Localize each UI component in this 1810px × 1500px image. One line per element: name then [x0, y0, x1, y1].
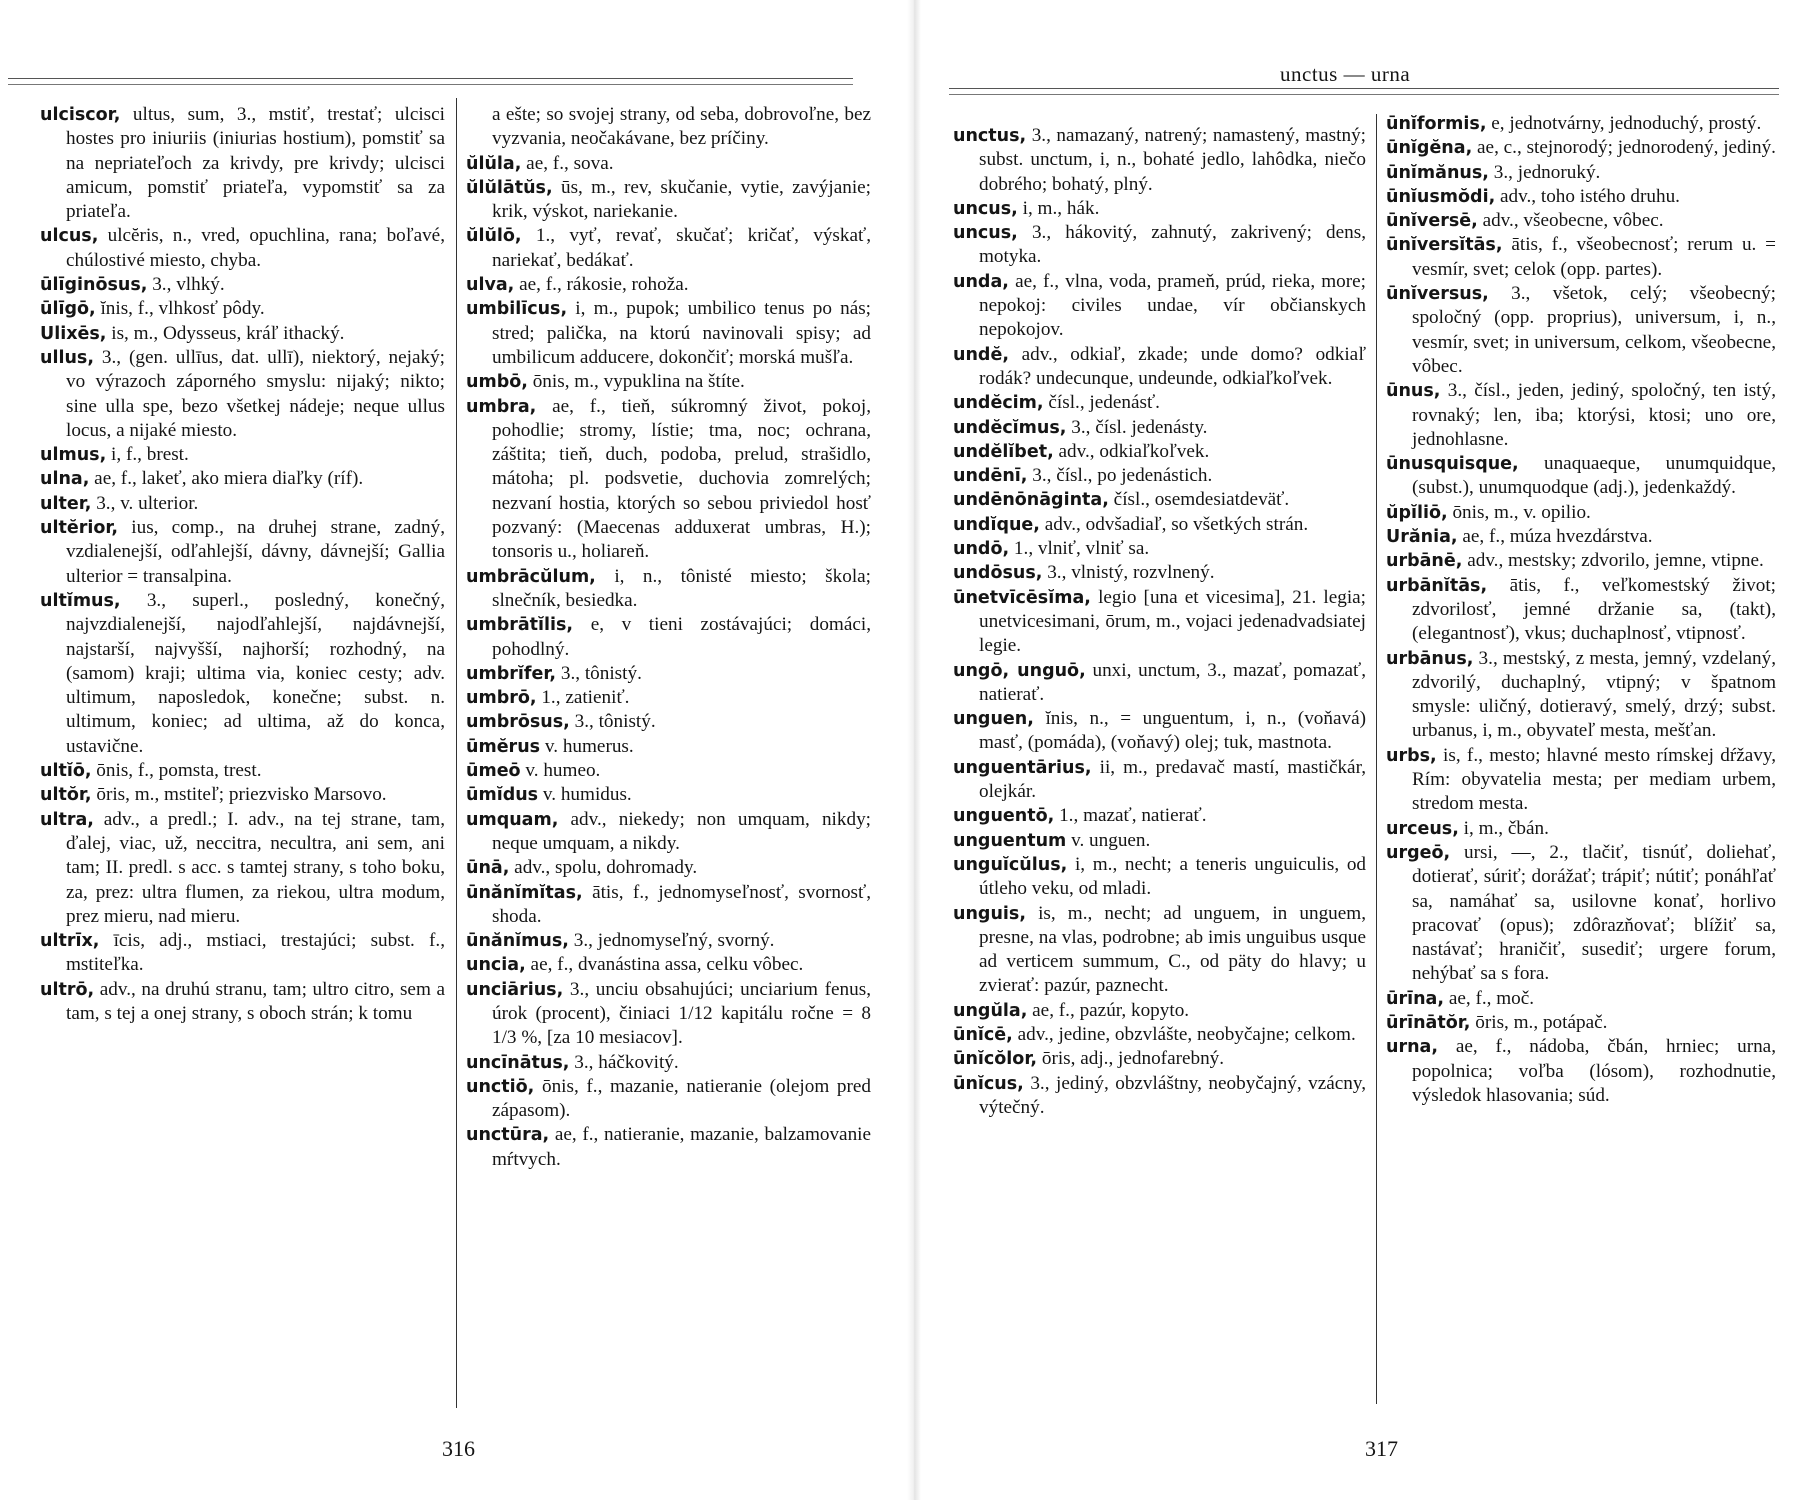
entry-definition: v. humeo. [525, 760, 601, 782]
dictionary-entry [1386, 1011, 1776, 1035]
entry-headword: ūmĭdus [466, 785, 539, 806]
dictionary-entry [1386, 549, 1776, 573]
entry-definition: ae, f., nádoba, čbán, hrniec; urna, popolnica; voľba (lósom), rozhodnutie, výsledok hlasovania; súd. [1412, 1036, 1776, 1106]
entry-definition: 3., všetok, celý; všeobecný; spoločný (opp. proprius), universum, i, n., vesmír, svet; in universum, celkom, všeobecne, vôbec. [1412, 283, 1777, 377]
entry-headword: undĕcim, [953, 393, 1044, 414]
entry-headword: ultrō, [40, 979, 95, 1000]
entry-headword: ullus, [40, 347, 94, 368]
entry-definition: e, v tieni zostávajúci; domáci, pohodlný. [492, 614, 872, 660]
dictionary-entry [1386, 647, 1776, 744]
entry-headword: ūnus, [1386, 381, 1441, 402]
entry-headword: umbilīcus, [466, 299, 568, 320]
entry-definition: 3., tônistý. [560, 662, 642, 684]
entry-definition: īcis, adj., mstiaci, trestajúci; subst. f., mstiteľka. [66, 930, 445, 976]
dictionary-entry [1386, 112, 1776, 136]
entry-headword: undēnī, [953, 466, 1028, 487]
dictionary-entry [40, 322, 445, 346]
entry-headword: ulva, [466, 275, 515, 296]
entry-headword: ūlīgō, [40, 299, 96, 320]
dictionary-entry [1386, 987, 1776, 1011]
dictionary-entry [40, 516, 445, 589]
header-rule-secondary [949, 94, 1779, 95]
dictionary-entry [466, 152, 871, 176]
entry-headword: ūnetvīcēsĭma, [953, 587, 1091, 608]
entry-definition: adv., niekedy; non umquam, nikdy; neque umquam, a nikdy. [492, 808, 872, 854]
entry-definition: e, jednotvárny, jednoduchý, prostý. [1491, 113, 1762, 134]
entry-headword: urna, [1386, 1037, 1439, 1058]
entry-headword: urbānē, [1386, 551, 1463, 572]
entry-definition: ōris, adj., jednofarebný. [1041, 1048, 1225, 1070]
page-number: 316 [442, 1436, 475, 1461]
entry-definition: ultus, sum, 3., mstiť, trestať; ulcisci hostes pro iniuriis (iniurias hostium), pomstiť sa na nepriateľoch za krivdy, pre krivdy; ulcisci amicum, pomstiť priateľa, vypomstiť sa za priateľa. [66, 104, 445, 223]
header-rule-secondary [8, 84, 853, 85]
entry-headword: ungō, unguō, [953, 660, 1086, 681]
entry-headword: urceus, [1386, 818, 1459, 839]
entry-headword: unctus, [953, 126, 1027, 146]
entry-headword: uncīnātus, [466, 1052, 570, 1073]
entry-headword: undĭque, [953, 514, 1040, 535]
entry-headword: unguĭcŭlus, [953, 854, 1068, 875]
entry-definition: 3., vlnistý, rozvlnený. [1047, 562, 1215, 584]
entry-headword: ūnĭversĭtās, [1386, 235, 1503, 256]
dictionary-entry [953, 464, 1366, 488]
header-rule [949, 88, 1779, 89]
entry-headword: ulmus, [40, 445, 107, 466]
entry-headword: ungŭla, [953, 1000, 1028, 1021]
entry-headword: ūnĭversē, [1386, 211, 1478, 232]
dictionary-entry [953, 829, 1366, 853]
entry-definition: adv., jedine, obzvlášte, neobyčajne; celkom. [1017, 1023, 1356, 1045]
entry-headword: ūmĕrus [466, 736, 541, 757]
entry-definition: adv., toho istého druhu. [1500, 185, 1680, 207]
entry-definition: 3., jediný, obzvláštny, neobyčajný, vzácny, výtečný. [979, 1072, 1367, 1118]
entry-headword: umbrācŭlum, [466, 566, 596, 587]
dictionary-entry [1386, 379, 1776, 452]
entry-definition: is, f., mesto; hlavné mesto rímskej dŕžavy, Rím: obyvatelia mesta; per mediam urbem, stredom mesta. [1412, 744, 1776, 815]
book-gutter [907, 0, 921, 1500]
dictionary-entry [953, 999, 1366, 1023]
entry-definition: ii, m., predavač mastí, mastičkár, olejkár. [979, 756, 1366, 803]
right-page-column-1 [953, 124, 1366, 1120]
header-rule [8, 78, 853, 79]
dictionary-entry [40, 297, 445, 321]
entry-definition: 3., vlhký. [152, 274, 225, 296]
entry-definition: čísl., jedenásť. [1048, 392, 1160, 414]
entry-headword: ūnănĭmĭtas, [466, 882, 583, 903]
left-page [0, 0, 900, 1500]
entry-definition: ae, f., natieranie, mazanie, balzamovanie mŕtvych. [492, 1124, 872, 1170]
entry-definition: čísl., osemdesiatdeväť. [1113, 489, 1290, 511]
dictionary-entry [466, 176, 871, 225]
entry-headword: unguentō, [953, 806, 1055, 827]
entry-headword: unctiō, [466, 1076, 535, 1097]
dictionary-entry [1386, 744, 1776, 817]
dictionary-entry [953, 561, 1366, 585]
entry-definition: v. humerus. [544, 735, 634, 757]
dictionary-entry [466, 662, 871, 686]
dictionary-entry [1386, 1035, 1776, 1108]
entry-headword: undĕ, [953, 344, 1009, 365]
right-page-column-2 [1386, 112, 1776, 1108]
entry-headword: umbrĭfer, [466, 663, 557, 684]
entry-definition: adv., všeobecne, vôbec. [1482, 210, 1664, 232]
dictionary-entry [40, 589, 445, 759]
entry-definition: ōnis, m., vypuklina na štíte. [532, 371, 745, 393]
dictionary-entry [466, 297, 871, 370]
entry-headword: ūnā, [466, 858, 510, 879]
entry-definition: ae, f., dvanástina assa, celku vôbec. [530, 954, 804, 976]
left-page-column-2 [466, 103, 871, 1172]
dictionary-entry [40, 467, 445, 491]
entry-definition: i, m., necht; a teneris unguiculis, od útleho veku, od mladi. [979, 853, 1367, 900]
entry-headword: ūnĭcus, [953, 1073, 1024, 1094]
dictionary-entry [953, 1023, 1366, 1047]
entry-definition: 3., superl., posledný, konečný, najvzdialenejší, najodľahlejší, najdávnejší, najstarší, najvyšší, najhorší; rozhodný, na (samom) kraji; ultima via, koniec cesty; adv. ultimum, naposledok, konečne; subst. n. ultimum, koniec; ad ultima, až do konca, ustavične. [66, 589, 445, 757]
entry-definition: a ešte; so svojej strany, od seba, dobrovoľne, bez vyzvania, neočakávane, bez príčiny. [492, 104, 871, 150]
dictionary-entry [40, 978, 445, 1027]
dictionary-entry [466, 1123, 871, 1172]
entry-headword: undōsus, [953, 563, 1043, 584]
entry-headword: ŭlŭla, [466, 153, 522, 174]
entry-headword: ulter, [40, 493, 92, 514]
entry-definition: adv., na druhú stranu, tam; ultro citro, sem a tam, s tej a onej strany, s oboch strán; k tomu [66, 978, 446, 1024]
entry-definition: adv., spolu, dohromady. [514, 857, 698, 879]
entry-definition: 3., čísl., po jedenástich. [1032, 465, 1213, 487]
entry-headword: umbrō, [466, 688, 537, 709]
entry-headword: ūnĭformis, [1386, 114, 1487, 134]
entry-headword: uncus, [953, 223, 1018, 244]
entry-definition: ae, f., tieň, súkromný život, pokoj, pohodlie; stromy, lístie; tma, noc; ochrana, záštita; tieň, duch, podoba, prelud, strašidlo, mátoha; pl. podsvetie, duchovia zomrelých; nezvaní hostia, ktorých so sebou priviedol hosť pozvaný: (Maecenas adduxerat umbras, H.); tonsoris u., holiareň. [492, 395, 871, 563]
page-number: 317 [1365, 1436, 1398, 1461]
dictionary-entry [953, 659, 1366, 708]
dictionary-entry [40, 224, 445, 273]
dictionary-entry [953, 488, 1366, 512]
entry-headword: umbō, [466, 372, 528, 393]
entry-headword: umbra, [466, 396, 537, 417]
dictionary-entry [466, 808, 871, 857]
dictionary-entry [1386, 841, 1776, 987]
entry-headword: urbs, [1386, 745, 1437, 766]
entry-definition: i, n., tônisté miesto; škola; slnečník, besiedka. [492, 565, 871, 611]
dictionary-entry [1386, 136, 1776, 160]
entry-headword: ūlīginōsus, [40, 275, 148, 296]
entry-definition: unaquaeque, unumquidque, (subst.), unumquodque (adj.), jedenkaždý. [1412, 453, 1777, 499]
entry-definition: i, m., pupok; umbilico tenus po nás; stred; palička, na ktorú navinovali spisy; ad umbilicum adducere, dokončiť; morská mušľa. [492, 298, 872, 368]
entry-headword: ŭpĭliō, [1386, 502, 1448, 523]
dictionary-entry [40, 273, 445, 297]
entry-headword: ultra, [40, 809, 94, 830]
dictionary-entry [40, 492, 445, 516]
entry-definition: 3., hákovitý, zahnutý, zakrivený; dens, motyka. [979, 222, 1366, 268]
entry-definition: ĭnis, f., vlhkosť pôdy. [100, 298, 265, 320]
entry-headword: ūnĭgĕna, [1386, 138, 1473, 159]
entry-definition: legio [una et vicesima], 21. legia; unetvicesimani, ōrum, m., vojaci jedenadvadsiatej legie. [979, 586, 1367, 657]
dictionary-entry [953, 513, 1366, 537]
entry-headword: ultĕrior, [40, 518, 119, 539]
left-page-column-1 [40, 103, 445, 1026]
entry-definition: ae, f., pazúr, kopyto. [1032, 999, 1190, 1021]
dictionary-entry [466, 881, 871, 930]
dictionary-entry [953, 221, 1366, 270]
dictionary-entry [1386, 233, 1776, 282]
dictionary-entry [953, 586, 1366, 659]
dictionary-entry [1386, 501, 1776, 525]
entry-headword: ūnĭusmŏdi, [1386, 186, 1496, 207]
entry-definition: ōnis, m., v. opilio. [1452, 501, 1591, 523]
dictionary-entry [953, 343, 1366, 392]
entry-definition: adv., a predl.; I. adv., na tej strane, tam, ďalej, viac, už, neccitra, necultra, ani sem, ani tam; II. predl. s acc. s tamtej strany, s toho boku, za, prez: ultra flumen, za riekou, ultra modum, prez mieru, nad mieru. [66, 808, 446, 927]
entry-definition: 3., v. ulterior. [96, 492, 199, 514]
dictionary-entry [40, 783, 445, 807]
entry-headword: ūnĭcŏlor, [953, 1049, 1038, 1070]
entry-definition: ae, c., stejnorodý; jednorodený, jediný. [1477, 137, 1776, 159]
dictionary-entry [953, 1047, 1366, 1071]
dictionary-entry [953, 756, 1366, 805]
dictionary-entry [466, 978, 871, 1051]
entry-headword: uncia, [466, 955, 526, 976]
entry-definition: v. unguen. [1071, 829, 1151, 851]
entry-headword: unguis, [953, 903, 1026, 924]
dictionary-entry [953, 1072, 1366, 1121]
dictionary-entry [1386, 185, 1776, 209]
entry-definition: ae, f., moč. [1448, 987, 1535, 1009]
column-divider [456, 98, 457, 1408]
entry-headword: ulcus, [40, 226, 99, 247]
entry-definition: 3., namazaný, natrený; namastený, mastný; subst. unctum, i, n., bohaté jedlo, lahôdka, niečo dobrého; bohatý, plný. [979, 125, 1366, 195]
entry-definition: 3., jednoruký. [1493, 161, 1601, 183]
entry-definition: 1., mazať, natierať. [1059, 805, 1207, 827]
entry-definition: 1., vlniť, vlniť sa. [1013, 538, 1150, 560]
dictionary-entry [466, 370, 871, 394]
entry-definition: ōris, m., mstiteľ; priezvisko Marsovo. [96, 784, 387, 806]
entry-definition: 3., čísl. jedenásty. [1071, 416, 1208, 438]
dictionary-entry [466, 686, 871, 710]
entry-definition: ae, f., lakeť, ako miera diaľky (ríf). [94, 468, 364, 490]
entry-definition: ae, f., rákosie, rohoža. [519, 274, 689, 296]
entry-definition: ae, f., vlna, voda, prameň, prúd, rieka, more; nepokoj: civiles undae, vír občianskych nepokojov. [979, 270, 1367, 341]
dictionary-entry [953, 124, 1366, 197]
entry-definition: ae, f., múza hvezdárstva. [1462, 526, 1653, 548]
entry-headword: urbānĭtās, [1386, 575, 1488, 596]
entry-headword: undō, [953, 539, 1010, 560]
entry-definition: 3., unciu obsahujúci; unciarium fenus, úrok (procent), činiaci 1/12 kapitálu ročne = 8 1/3 %, [za 10 mesiacov]. [492, 978, 871, 1049]
entry-headword: urbānus, [1386, 648, 1474, 669]
dictionary-entry [466, 783, 871, 807]
entry-headword: ūrīna, [1386, 988, 1445, 1009]
dictionary-entry [466, 929, 871, 953]
entry-definition: ātis, f., jednomyseľnosť, svornosť, shoda. [492, 881, 872, 927]
entry-headword: ūnănĭmus, [466, 931, 569, 952]
dictionary-entry [953, 804, 1366, 828]
entry-headword: umquam, [466, 809, 559, 830]
entry-headword: Urănia, [1386, 527, 1458, 548]
dictionary-entry [1386, 574, 1776, 647]
entry-definition: is, m., Odysseus, kráľ ithacký. [111, 322, 345, 344]
entry-headword: ūnĭmănus, [1386, 162, 1489, 183]
dictionary-entry [1386, 209, 1776, 233]
dictionary-entry [466, 103, 871, 152]
entry-headword: undēnōnāginta, [953, 490, 1109, 511]
dictionary-entry [953, 537, 1366, 561]
entry-definition: ius, comp., na druhej strane, zadný, vzdialenejší, odľahlejší, dávny, dávnejší; Gallia ulterior = transalpina. [66, 517, 446, 587]
entry-headword: ūnĭversus, [1386, 284, 1489, 305]
dictionary-entry [1386, 282, 1776, 379]
dictionary-entry [953, 440, 1366, 464]
dictionary-entry [953, 270, 1366, 343]
entry-headword: unguentārius, [953, 757, 1092, 778]
entry-definition: ōnis, f., mazanie, natieranie (olejom pred zápasom). [492, 1075, 872, 1122]
dictionary-entry [1386, 817, 1776, 841]
entry-headword: unguentum [953, 830, 1067, 851]
entry-headword: umbrātĭlis, [466, 615, 574, 636]
dictionary-entry [466, 759, 871, 783]
dictionary-entry [953, 707, 1366, 756]
entry-definition: adv., mestsky; zdvorilo, jemne, vtipne. [1467, 550, 1764, 572]
entry-headword: ultŏr, [40, 785, 92, 806]
entry-definition: ōris, m., potápač. [1475, 1011, 1608, 1033]
entry-headword: undĕlĭbet, [953, 441, 1054, 462]
entry-definition: 3., tônistý. [574, 711, 656, 733]
entry-definition: i, m., čbán. [1463, 817, 1549, 839]
dictionary-entry [953, 902, 1366, 999]
dictionary-entry [466, 613, 871, 662]
dictionary-entry [466, 856, 871, 880]
entry-definition: adv., odvšadiaľ, so všetkých strán. [1044, 513, 1309, 535]
right-page [925, 0, 1795, 1500]
dictionary-entry [953, 197, 1366, 221]
entry-headword: ultĭō, [40, 761, 92, 782]
entry-headword: ŭlŭlātŭs, [466, 177, 553, 198]
dictionary-entry [40, 759, 445, 783]
entry-definition: ĭnis, n., = unguentum, i, n., (voňavá) masť, (pomáda), (voňavý) olej; tuk, mastnota. [979, 708, 1366, 754]
dictionary-entry [466, 224, 871, 273]
entry-headword: urgeō, [1386, 842, 1451, 863]
dictionary-entry [466, 710, 871, 734]
dictionary-entry [40, 929, 445, 978]
entry-headword: ūnĭcē, [953, 1024, 1013, 1045]
entry-definition: adv., odkiaľ, zkade; unde domo? odkiaľ rodák? undecunque, undeunde, odkiaľkoľvek. [979, 343, 1366, 389]
entry-headword: unctūra, [466, 1125, 550, 1146]
entry-headword: umbrōsus, [466, 712, 570, 733]
dictionary-entry [466, 1075, 871, 1124]
entry-headword: ulciscor, [40, 105, 121, 125]
entry-definition: 1., zatieniť. [541, 687, 630, 709]
dictionary-entry [466, 273, 871, 297]
dictionary-entry [40, 103, 445, 224]
dictionary-entry [466, 953, 871, 977]
dictionary-entry [953, 416, 1366, 440]
entry-definition: i, f., brest. [111, 444, 189, 466]
dictionary-entry [1386, 161, 1776, 185]
dictionary-entry [466, 735, 871, 759]
dictionary-entry [1386, 525, 1776, 549]
entry-definition: ursi, —, 2., tlačiť, tisnúť, doliehať, dotierať, súriť; dorážať; trápiť; nútiť; ponáhľať sa, namáhať sa, usilovne konať, horlivo pracovať (opus); zdôrazňovať; blížiť sa, nastávať; hraničiť, susediť; urgere forum, nehýbať sa s fora. [1412, 841, 1776, 985]
dictionary-entry [466, 1051, 871, 1075]
entry-headword: ūnusquisque, [1386, 454, 1519, 475]
entry-headword: unguen, [953, 709, 1034, 730]
entry-definition: 1., vyť, revať, skučať; kričať, výskať, nariekať, bedákať. [492, 225, 872, 271]
entry-definition: i, m., hák. [1022, 197, 1100, 219]
entry-definition: 3., čísl., jeden, jediný, spoločný, ten istý, rovnaký; len, iba; ktorýsi, ktosi; uno ore, jednohlasne. [1412, 380, 1776, 450]
entry-definition: adv., odkiaľkoľvek. [1058, 440, 1210, 462]
entry-definition: ulcĕris, n., vred, opuchlina, rana; boľavé, chúlostivé miesto, chyba. [66, 225, 445, 271]
entry-definition: v. humidus. [542, 784, 632, 806]
entry-definition: 3., (gen. ullīus, dat. ullī), niektorý, nejaký; vo výrazoch záporného smyslu: nijaký; nikto; sine ulla spe, bezo všetkej nádeje; neque ullus locus, a nijaké miesto. [66, 346, 446, 441]
dictionary-entry [40, 808, 445, 929]
column-divider [1376, 114, 1377, 1404]
entry-definition: is, m., necht; ad unguem, in unguem, presne, na vlas, podrobne; ab imis unguibus usque ad verticem summum, C., od päty do hlavy; u zvierať: pazúr, paznecht. [979, 902, 1366, 997]
dictionary-entry [1386, 452, 1776, 501]
entry-headword: unciārius, [466, 979, 564, 1000]
entry-headword: ultĭmus, [40, 590, 121, 611]
entry-definition: ātis, f., všeobecnosť; rerum u. = vesmír, svet; celok (opp. partes). [1412, 234, 1777, 280]
entry-headword: Ulixēs, [40, 323, 107, 344]
running-head: unctus — urna [1280, 62, 1411, 86]
entry-definition: ae, f., sova. [526, 152, 614, 174]
entry-definition: 3., mestský, z mesta, jemný, vzdelaný, zdvorilý, duchaplný, vtipný; v špatnom smysle: uličný, dotieravý, smelý, drzý; subst. urbanus, i, m., obyvateľ mesta, mešťan. [1412, 647, 1776, 742]
entry-definition: unxi, unctum, 3., mazať, pomazať, natierať. [979, 659, 1367, 705]
dictionary-entry [953, 853, 1366, 902]
entry-headword: uncus, [953, 198, 1018, 219]
entry-definition: ūs, m., rev, skučanie, vytie, zavýjanie; krik, výskot, nariekanie. [492, 176, 872, 223]
dictionary-entry [40, 443, 445, 467]
entry-headword: ŭlŭlō, [466, 226, 522, 247]
entry-headword: undĕcĭmus, [953, 417, 1067, 438]
entry-headword: ulna, [40, 469, 90, 490]
entry-definition: ōnis, f., pomsta, trest. [96, 760, 262, 782]
entry-definition: 3., háčkovitý. [574, 1051, 679, 1073]
dictionary-entry [466, 395, 871, 565]
dictionary-entry [466, 565, 871, 614]
entry-headword: unda, [953, 271, 1009, 292]
entry-headword: ultrīx, [40, 931, 100, 952]
dictionary-entry [953, 391, 1366, 415]
entry-headword: ūrīnātŏr, [1386, 1012, 1471, 1033]
entry-definition: ātis, f., veľkomestský život; zdvorilosť, jemné držanie sa, (takt), (elegantnosť), vkus; duchaplnosť, vtipnosť. [1412, 574, 1777, 645]
entry-headword: ūmeō [466, 761, 521, 782]
dictionary-entry [40, 346, 445, 443]
entry-definition: 3., jednomyseľný, svorný. [573, 930, 775, 952]
